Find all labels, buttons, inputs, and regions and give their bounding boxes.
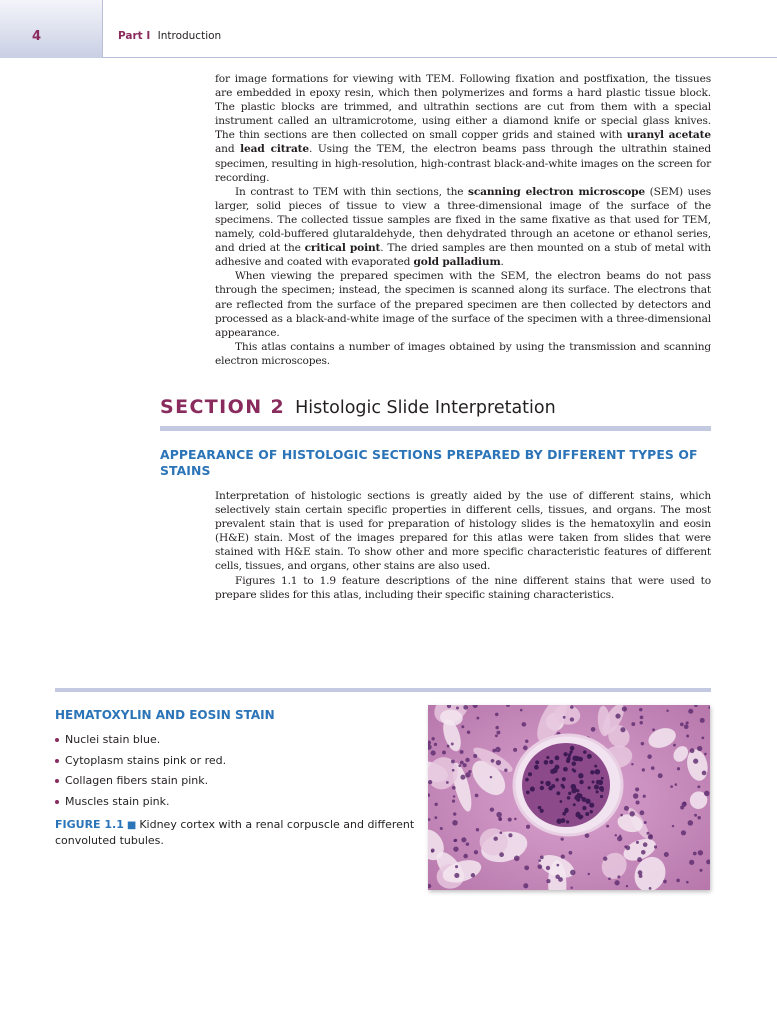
cell-nucleus (456, 706, 459, 709)
cell-nucleus (704, 753, 707, 756)
glomerular-nucleus (556, 818, 561, 823)
part-label: Part I (118, 30, 151, 42)
glomerular-nucleus (576, 812, 580, 816)
running-head (118, 30, 221, 42)
cell-nucleus (491, 759, 495, 763)
cell-nucleus (686, 735, 689, 738)
cell-nucleus (615, 834, 617, 836)
glomerular-nucleus (555, 756, 560, 761)
text-run: . (500, 256, 504, 269)
cell-nucleus (651, 766, 655, 770)
cell-nucleus (495, 726, 498, 729)
cell-nucleus (453, 812, 456, 815)
cell-nucleus (642, 768, 645, 771)
caption-square-icon: ■ (126, 820, 137, 831)
cell-nucleus (684, 724, 689, 729)
cell-nucleus (556, 864, 559, 867)
cell-nucleus (654, 845, 657, 848)
bold-term: uranyl acetate (626, 129, 711, 142)
cell-nucleus (664, 852, 669, 857)
cell-nucleus (629, 811, 634, 816)
text-run: . Using the TEM, the electron beams pass through the ultrathin stained specimen, resulting in high-resolution, high-contrast black-and-white images on the screen for recording. (215, 143, 711, 184)
cell-nucleus (546, 866, 550, 870)
kidney-cortex-micrograph (428, 705, 710, 890)
cell-nucleus (496, 760, 501, 765)
glomerular-nucleus (587, 754, 592, 759)
cell-nucleus (513, 748, 517, 752)
cell-nucleus (461, 837, 466, 842)
glomerular-nucleus (601, 777, 604, 780)
cell-nucleus (431, 737, 434, 740)
glomerular-nucleus (578, 757, 583, 762)
cell-nucleus (641, 742, 645, 746)
cell-nucleus (608, 877, 611, 880)
cell-nucleus (496, 812, 502, 818)
cell-nucleus (508, 818, 512, 822)
cell-nucleus (569, 851, 573, 855)
cell-nucleus (647, 754, 652, 759)
cell-nucleus (635, 787, 639, 791)
glomerular-nucleus (562, 785, 565, 788)
paragraph-sem-viewing (215, 269, 711, 339)
paragraph-sem (215, 185, 711, 270)
glomerular-nucleus (562, 777, 566, 781)
cell-nucleus (636, 841, 639, 844)
glomerular-nucleus (567, 796, 571, 800)
glomerular-nucleus (551, 784, 555, 788)
cell-nucleus (463, 705, 468, 710)
cell-nucleus (499, 831, 502, 834)
cell-nucleus (561, 838, 564, 841)
cell-nucleus (570, 717, 574, 721)
cell-nucleus (702, 771, 707, 776)
cell-nucleus (652, 728, 655, 731)
cell-nucleus (637, 857, 642, 862)
cell-nucleus (615, 713, 620, 718)
glomerular-nucleus (525, 778, 529, 782)
paragraph-tem (215, 72, 711, 185)
cell-nucleus (588, 873, 590, 875)
cell-nucleus (496, 731, 500, 735)
cell-nucleus (672, 825, 674, 827)
cell-nucleus (465, 758, 469, 762)
glomerular-nucleus (555, 778, 559, 782)
glomerular-nucleus (563, 752, 567, 756)
section-title: Histologic Slide Interpretation (295, 398, 556, 418)
text-run: This atlas contains a number of images obtained by using the transmission and scanning electron microscopes. (215, 340, 711, 367)
glomerular-nucleus (552, 768, 558, 774)
cell-nucleus (473, 754, 477, 758)
glomerular-nucleus (540, 786, 544, 790)
bold-term: critical point (304, 242, 381, 255)
glomerular-nucleus (568, 792, 571, 795)
cell-nucleus (461, 725, 464, 728)
glomerular-nucleus (544, 760, 549, 765)
cell-nucleus (699, 869, 702, 872)
cell-nucleus (640, 715, 644, 719)
cell-nucleus (617, 875, 620, 878)
cell-nucleus (495, 713, 499, 717)
cell-nucleus (644, 821, 647, 824)
section-rule (160, 426, 711, 431)
cell-nucleus (460, 775, 465, 780)
cell-nucleus (639, 810, 644, 815)
cell-nucleus (447, 745, 450, 748)
glomerular-nucleus (590, 770, 594, 774)
glomerular-nucleus (528, 772, 532, 776)
glomerular-nucleus (549, 760, 553, 764)
cell-nucleus (493, 836, 497, 840)
cell-nucleus (474, 850, 478, 854)
cell-nucleus (649, 887, 652, 890)
cell-nucleus (435, 803, 438, 806)
cell-nucleus (682, 802, 687, 807)
cell-nucleus (453, 795, 455, 797)
cell-nucleus (622, 706, 627, 711)
cell-nucleus (681, 830, 686, 835)
cell-nucleus (476, 717, 479, 720)
cell-nucleus (686, 881, 689, 884)
cell-nucleus (495, 747, 500, 752)
glomerular-nucleus (526, 790, 530, 794)
cell-nucleus (666, 710, 668, 712)
text-run: In contrast to TEM with thin sections, the (235, 185, 469, 198)
cell-nucleus (523, 883, 528, 888)
cell-nucleus (670, 785, 673, 788)
cell-nucleus (520, 709, 523, 712)
cell-nucleus (458, 764, 461, 767)
page-number: 4 (32, 29, 42, 44)
glomerular-nucleus (566, 820, 569, 823)
glomerular-nucleus (596, 790, 599, 793)
cell-nucleus (617, 836, 622, 841)
glomerular-nucleus (562, 812, 566, 816)
cell-nucleus (492, 749, 496, 753)
glomerular-nucleus (530, 787, 535, 792)
cell-nucleus (460, 750, 464, 754)
cell-nucleus (697, 816, 700, 819)
cell-nucleus (693, 759, 698, 764)
list-item: Collagen fibers stain pink. (55, 771, 226, 792)
cell-nucleus (471, 873, 475, 877)
cell-nucleus (639, 708, 643, 712)
cell-nucleus (504, 769, 507, 772)
glomerular-nucleus (545, 781, 550, 786)
cell-nucleus (452, 820, 458, 826)
glomerular-nucleus (572, 756, 577, 761)
glomerular-nucleus (538, 806, 542, 810)
cell-nucleus (446, 781, 449, 784)
cell-nucleus (451, 760, 455, 764)
cell-nucleus (514, 818, 517, 821)
glomerular-nucleus (565, 808, 569, 812)
glomerular-nucleus (563, 767, 568, 772)
cell-nucleus (460, 761, 464, 765)
cell-nucleus (453, 846, 458, 851)
bold-term: scanning electron microscope (468, 185, 646, 198)
cell-nucleus (640, 721, 643, 724)
cell-nucleus (643, 795, 646, 798)
list-item: Muscles stain pink. (55, 792, 226, 813)
glomerular-nucleus (534, 765, 539, 770)
body-text (215, 72, 711, 368)
cell-nucleus (636, 801, 640, 805)
cell-nucleus (633, 793, 638, 798)
cell-nucleus (434, 743, 437, 746)
glomerular-nucleus (585, 812, 589, 816)
glomerular-nucleus (571, 748, 574, 751)
cell-nucleus (452, 769, 455, 772)
section-heading (160, 396, 720, 418)
cell-nucleus (620, 814, 623, 817)
cell-nucleus (467, 730, 470, 733)
cell-nucleus (555, 874, 560, 879)
cell-nucleus (540, 855, 544, 859)
glomerular-nucleus (579, 775, 583, 779)
cell-nucleus (680, 723, 684, 727)
glomerular-nucleus (540, 781, 543, 784)
glomerular-nucleus (572, 761, 577, 766)
glomerular-nucleus (579, 780, 583, 784)
cell-nucleus (523, 746, 528, 751)
glomerular-nucleus (582, 797, 587, 802)
glomerular-nucleus (573, 769, 576, 772)
paragraph-atlas (215, 340, 711, 368)
cell-nucleus (455, 865, 458, 868)
cell-nucleus (508, 833, 512, 837)
glomerular-nucleus (535, 760, 539, 764)
glomerular-nucleus (574, 796, 577, 799)
cell-nucleus (626, 885, 628, 887)
cell-nucleus (700, 718, 705, 723)
cell-nucleus (463, 763, 467, 767)
cell-nucleus (658, 773, 663, 778)
stains-subheading: APPEARANCE OF HISTOLOGIC SECTIONS PREPARED BY DIFFERENT TYPES OF STAINS (160, 447, 698, 478)
cell-nucleus (570, 887, 572, 889)
cell-nucleus (689, 860, 694, 865)
glomerular-nucleus (600, 795, 603, 798)
cell-nucleus (688, 820, 693, 825)
cell-nucleus (701, 736, 704, 739)
section-label: SECTION 2 (160, 396, 286, 418)
stain-heading: HEMATOXYLIN AND EOSIN STAIN (55, 708, 275, 722)
cell-nucleus (646, 832, 649, 835)
cell-nucleus (603, 857, 607, 861)
cell-nucleus (522, 722, 527, 727)
cell-nucleus (490, 807, 494, 811)
cell-nucleus (490, 776, 493, 779)
cell-nucleus (434, 816, 437, 819)
glomerular-nucleus (589, 810, 592, 813)
text-run: (SEM) uses larger, solid pieces of tissue to view a three-dimensional image of the surface of the specimens. The collected tissue samples are fixed in the same fixative as that used for TEM, namely, cold-buffered glutaraldehyde, then dehydrated through an acetone or ethanol series, and dried at the (215, 185, 711, 255)
cell-nucleus (452, 800, 455, 803)
cell-nucleus (454, 873, 459, 878)
cell-nucleus (499, 852, 504, 857)
cell-nucleus (614, 880, 619, 885)
cell-nucleus (631, 763, 633, 765)
cell-nucleus (693, 852, 697, 856)
cell-nucleus (698, 850, 703, 855)
glomerular-nucleus (589, 803, 594, 808)
header-tab (0, 0, 103, 58)
paragraph-figures: Figures 1.1 to 1.9 feature descriptions of the nine different stains that were used to prepare slides for this atlas, including their specific staining characteristics. (215, 574, 711, 601)
cell-nucleus (514, 856, 520, 862)
cell-nucleus (676, 879, 680, 883)
glomerular-nucleus (583, 750, 586, 753)
cell-nucleus (468, 770, 471, 773)
cell-nucleus (704, 791, 710, 797)
glomerular-nucleus (600, 788, 604, 792)
cell-nucleus (606, 825, 609, 828)
bold-term: lead citrate (240, 143, 309, 156)
cell-nucleus (690, 748, 695, 753)
cell-nucleus (631, 722, 635, 726)
cell-nucleus (440, 827, 443, 830)
cell-nucleus (452, 786, 456, 790)
cell-nucleus (643, 842, 648, 847)
figure-rule (55, 688, 711, 692)
cell-nucleus (476, 828, 479, 831)
cell-nucleus (697, 746, 702, 751)
figure-label: FIGURE 1.1 (55, 818, 124, 831)
cell-nucleus (673, 744, 676, 747)
cell-nucleus (526, 825, 530, 829)
cell-nucleus (451, 743, 454, 746)
glomerular-nucleus (594, 785, 599, 790)
stains-body-text (215, 489, 711, 602)
glomerular-nucleus (588, 786, 591, 789)
cell-nucleus (686, 721, 689, 724)
cell-nucleus (663, 880, 667, 884)
cell-nucleus (648, 834, 653, 839)
cell-nucleus (625, 845, 630, 850)
glomerular-nucleus (582, 806, 586, 810)
bold-term: gold palladium (413, 256, 501, 269)
figure-caption (55, 818, 415, 848)
cell-nucleus (620, 727, 625, 732)
glomerular-nucleus (566, 757, 570, 761)
glomerular-nucleus (598, 780, 603, 785)
list-item: Cytoplasm stains pink or red. (55, 751, 226, 772)
cell-nucleus (561, 855, 565, 859)
cell-nucleus (475, 794, 479, 798)
micrograph-svg (428, 705, 710, 890)
cell-nucleus (466, 842, 470, 846)
cell-nucleus (525, 740, 528, 743)
cell-nucleus (454, 839, 457, 842)
cell-nucleus (546, 879, 550, 883)
glomerular-nucleus (595, 769, 601, 775)
cell-nucleus (638, 870, 643, 875)
cell-nucleus (463, 854, 468, 859)
part-title: Introduction (157, 30, 222, 42)
cell-nucleus (537, 864, 542, 869)
cell-nucleus (677, 767, 680, 770)
text-run: for image formations for viewing with TEM. Following fixation and postfixation, the tissues are embedded in epoxy resin, which then polymerizes and forms a hard plastic tissue block. The plastic blocks are trimmed, and ultrathin sections are cut from them with a special instrument called an ultramicrotome, using either a diamond knife or special glass knives. The thin sections are then collected on small copper grids and stained with (215, 73, 711, 142)
cell-nucleus (697, 785, 700, 788)
cell-nucleus (688, 709, 693, 714)
cell-nucleus (524, 865, 529, 870)
cell-nucleus (499, 818, 502, 821)
cell-nucleus (563, 716, 566, 719)
cell-nucleus (591, 727, 596, 732)
stain-bullet-list (55, 730, 226, 812)
cell-nucleus (641, 850, 646, 855)
cell-nucleus (428, 780, 432, 784)
cell-nucleus (570, 870, 575, 875)
paragraph-interpretation: Interpretation of histologic sections is greatly aided by the use of different stains, which selectively stain certain specific properties in different cells, tissues, and organs. The most prevalent stain that is used for preparation of histology slides is the hematoxylin and eosin (H&E) stain. Most of the images prepared for this atlas were taken from slides that were stained with H&E stain. To show other and more specific characteristic features of different cells, tissues, and organs, other stains are also used. (215, 490, 711, 573)
glomerular-nucleus (556, 791, 560, 795)
cell-nucleus (431, 750, 436, 755)
glomerular-nucleus (572, 787, 577, 792)
cell-nucleus (495, 734, 498, 737)
list-item: Nuclei stain blue. (55, 730, 226, 751)
cell-nucleus (694, 814, 697, 817)
header-rule (102, 57, 777, 58)
cell-nucleus (570, 705, 573, 708)
cell-nucleus (675, 783, 678, 786)
glomerular-nucleus (573, 803, 576, 806)
glomerular-nucleus (594, 765, 597, 768)
cell-nucleus (431, 850, 433, 852)
glomerular-nucleus (546, 756, 549, 759)
glomerular-nucleus (540, 809, 544, 813)
glomerular-nucleus (568, 753, 571, 756)
caption-text: Kidney cortex with a renal corpuscle and different convoluted tubules. (55, 818, 415, 847)
glomerular-nucleus (592, 781, 595, 784)
text-run: When viewing the prepared specimen with the SEM, the electron beams do not pass through the specimen; instead, the specimen is scanned along its surface. The electrons that are reflected from the surface of the prepared specimen are then collected by detectors and processed as a black-and-white image of the surface of the specimen with a three-dimensional appearance. (215, 270, 711, 339)
cell-nucleus (538, 859, 541, 862)
text-run: and (215, 143, 241, 156)
cell-nucleus (442, 751, 446, 755)
text-run: . The dried samples are then mounted on a stub of metal with adhesive and coated with evaporated (215, 242, 711, 269)
cell-nucleus (624, 806, 629, 811)
glomerular-nucleus (559, 800, 562, 803)
